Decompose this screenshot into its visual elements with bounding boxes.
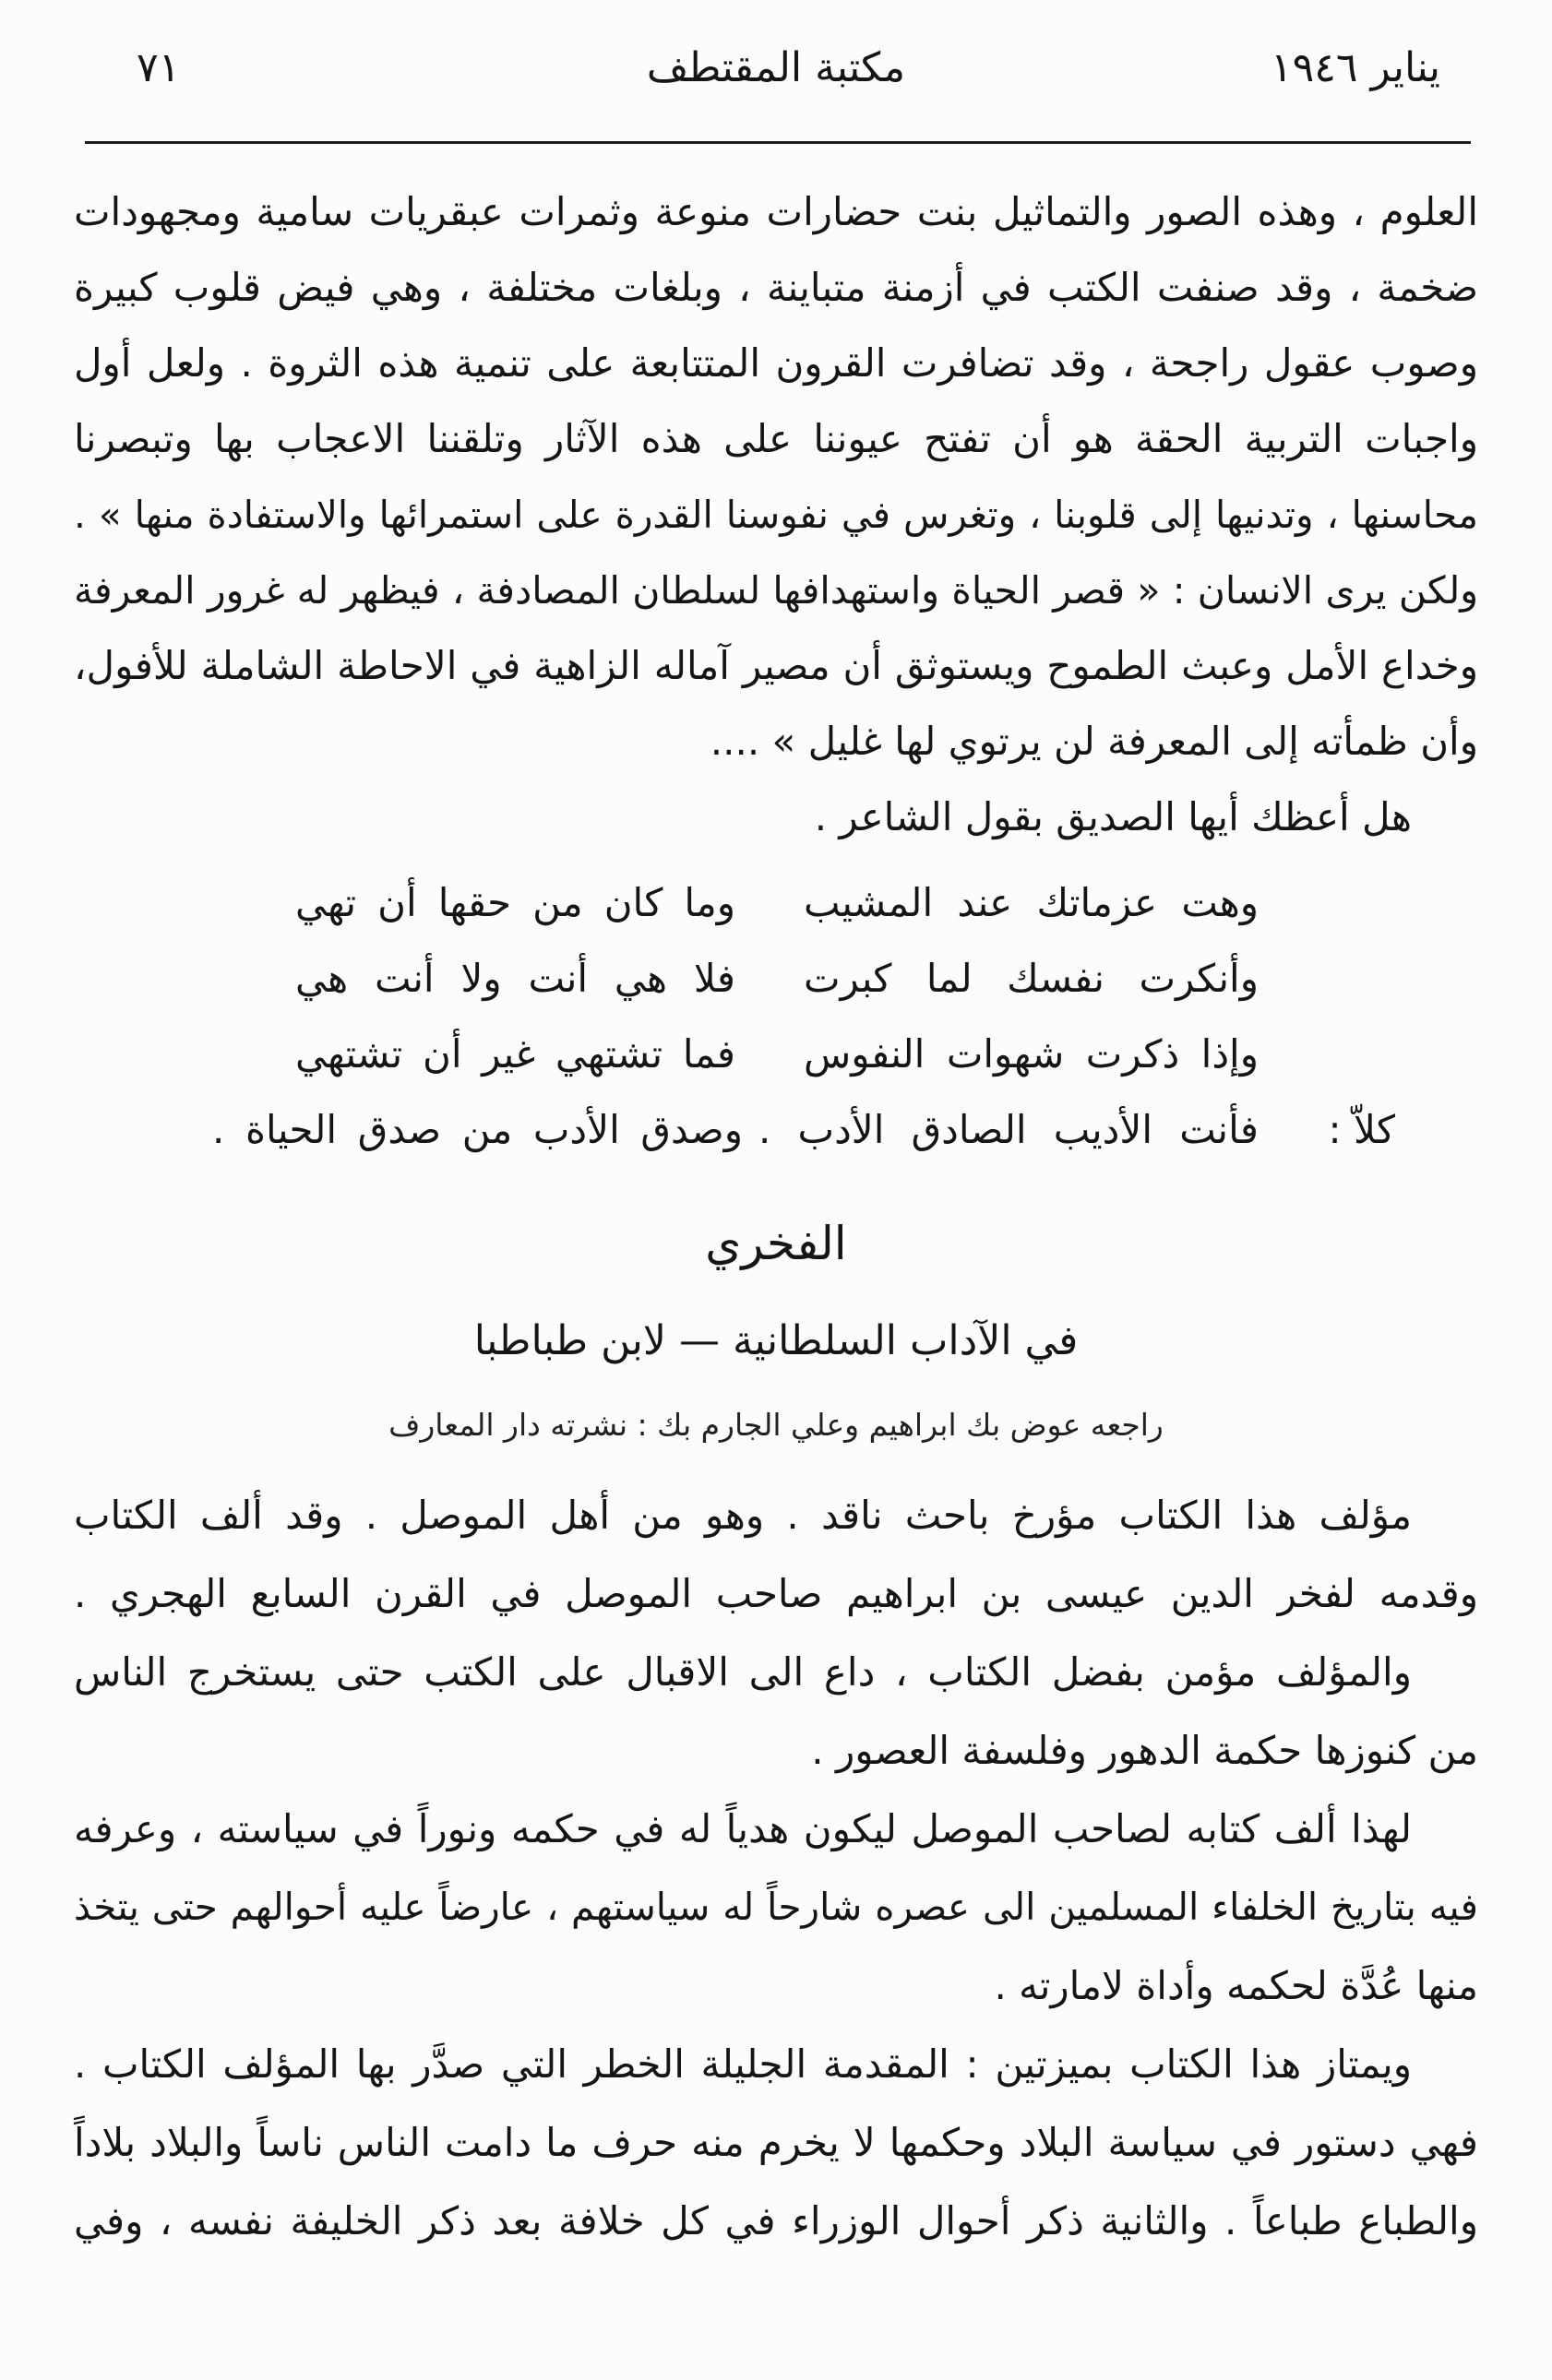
text-line: وأن ظمأته إلى المعرفة لن يرتوي لها غليل » ....	[710, 719, 1478, 764]
text-line: واجبات التربية الحقة هو أن تفتح عيوننا على هذه الآثار وتلقننا الاعجاب بها وتبصرنا	[74, 416, 1478, 461]
text-line: والطباع طباعاً . والثانية ذكر أحوال الوزراء في كل خلافة بعد ذكر الخليفة نفسه ، وفي	[74, 2198, 1478, 2243]
text-line: منها عُدَّة لحكمه وأداة لامارته .	[994, 1963, 1478, 2008]
poem-verse	[74, 941, 1478, 1017]
text-line: هل أعظك أيها الصديق بقول الشاعر .	[814, 794, 1412, 839]
text-line: وقدمه لفخر الدين عيسى بن ابراهيم صاحب الموصل في القرن السابع الهجري .	[74, 1571, 1478, 1616]
text-line: فيه بتاريخ الخلفاء المسلمين الى عصره شارحاً له سياستهم ، عارضاً عليه أحوالهم حتى يتخذ	[74, 1885, 1478, 1929]
closing-lead: كلاّ :	[1328, 1107, 1395, 1152]
header-rule	[85, 141, 1471, 144]
text-line: العلوم ، وهذه الصور والتماثيل بنت حضارات منوعة وثمرات عبقريات سامية ومجهودات	[74, 189, 1478, 234]
review-body	[74, 1476, 1478, 2260]
poem-verse	[74, 1017, 1478, 1092]
first-hemistich: وإذا ذكرت شهوات النفوس	[804, 1031, 1259, 1077]
closing-second: وصدق الأدب من صدق الحياة .	[212, 1107, 743, 1152]
text-line: ولكن يرى الانسان : « قصر الحياة واستهدافها لسلطان المصادفة ، فيظهر له غرور المعرفة	[74, 568, 1478, 613]
text-line: لهذا ألف كتابه لصاحب الموصل ليكون هدياً له في حكمه ونوراً في سياسته ، وعرفه	[74, 1806, 1412, 1851]
review-title: الفخري	[705, 1217, 847, 1270]
second-hemistich: فلا هي أنت ولا أنت هي	[295, 956, 735, 1001]
text-line: من كنوزها حكمة الدهور وفلسفة العصور .	[811, 1728, 1478, 1773]
text-line: وصوب عقول راجحة ، وقد تضافرت القرون المتتابعة على تنمية هذه الثروة . ولعل أول	[74, 340, 1478, 386]
issue-date: يناير ١٩٤٦	[1271, 44, 1440, 91]
text-line: محاسنها ، وتدنيها إلى قلوبنا ، وتغرس في نفوسنا القدرة على استمرائها والاستفادة منها » .	[74, 493, 1478, 537]
intro-paragraphs	[74, 174, 1478, 855]
running-title: مكتبة المقتطف	[646, 44, 906, 91]
page-header	[0, 35, 1552, 101]
text-line: ويمتاز هذا الكتاب بميزتين : المقدمة الجليلة الخطر التي صدَّر بها المؤلف الكتاب .	[74, 2041, 1412, 2087]
review-credits: راجعه عوض بك ابراهيم وعلي الجارم بك : نشرته دار المعارف	[388, 1407, 1164, 1443]
page-number: ٧١	[137, 44, 181, 91]
text-line: مؤلف هذا الكتاب مؤرخ باحث ناقد . وهو من أهل الموصل . وقد ألف الكتاب	[74, 1493, 1412, 1538]
second-hemistich: فما تشتهي غير أن تشتهي	[295, 1031, 735, 1077]
closing-first: فأنت الأديب الصادق الأدب .	[758, 1107, 1259, 1152]
text-line: فهي دستور في سياسة البلاد وحكمها لا يخرم منه حرف ما دامت الناس ناساً والبلاد بلاداً	[74, 2120, 1478, 2165]
text-line: والمؤلف مؤمن بفضل الكتاب ، داع الى الاقبال على الكتب حتى يستخرج الناس	[74, 1649, 1412, 1695]
poem-verse	[74, 865, 1478, 941]
first-hemistich: وهت عزماتك عند المشيب	[804, 880, 1259, 925]
text-line: وخداع الأمل وعبث الطموح ويستوثق أن مصير آماله الزاهية في الاحاطة الشاملة للأفول،	[74, 643, 1478, 688]
first-hemistich: وأنكرت نفسك لما كبرت	[804, 956, 1259, 1001]
review-subtitle: في الآداب السلطانية — لابن طباطبا	[473, 1317, 1079, 1364]
second-hemistich: وما كان من حقها أن تهي	[295, 880, 735, 925]
poem-closing	[74, 1092, 1478, 1168]
poem	[74, 865, 1478, 1168]
text-line: ضخمة ، وقد صنفت الكتب في أزمنة متباينة ، وبلغات مختلفة ، وهي فيض قلوب كبيرة	[74, 265, 1478, 310]
